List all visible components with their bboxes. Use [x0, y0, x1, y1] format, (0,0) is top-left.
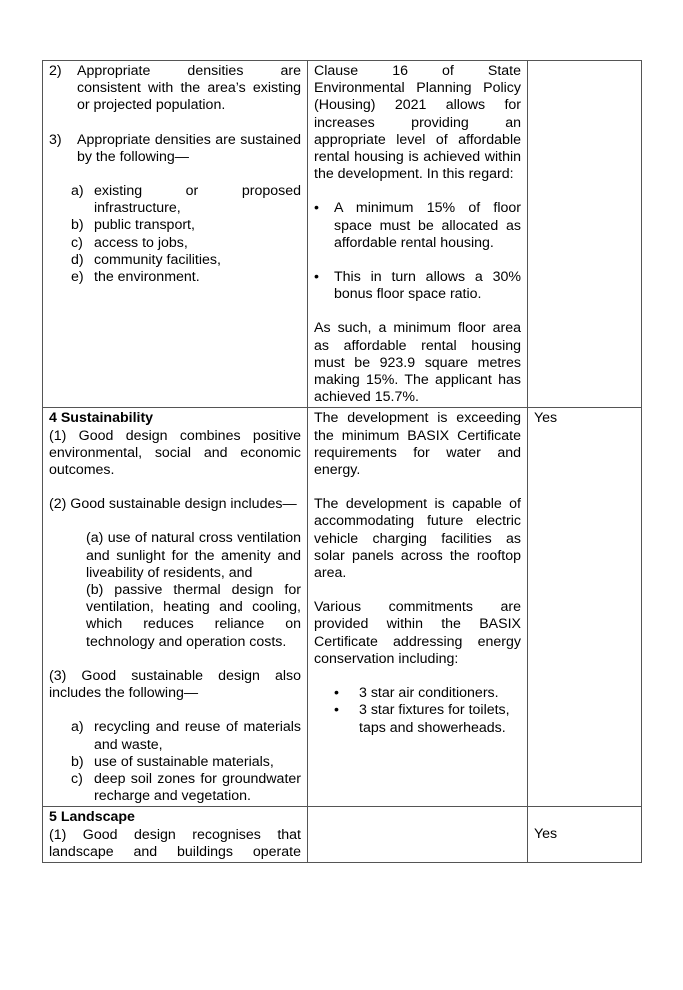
sustainability-p2: (2) Good sustainable design includes— [49, 496, 297, 513]
basix-commitments: Various commitments are provided within the BASIX Certificate addressing energy conservation including: [314, 599, 521, 667]
subitem-e-text: the environment. [94, 269, 200, 286]
bullet-icon: • [314, 269, 319, 286]
subitem-c-label: c) [71, 234, 83, 251]
subitem-e [71, 269, 301, 286]
row2-comment-cell [308, 408, 528, 807]
assessment-table [42, 60, 642, 863]
ev-charging: The development is capable of accommodating future electric vehicle charging facilities as solar panels across the rooftop area. [314, 496, 521, 582]
bullet-icon: • [334, 685, 339, 702]
subitem-b [71, 217, 301, 234]
table-row-landscape [43, 807, 642, 863]
row3-comment-cell [308, 807, 528, 863]
subitem-e-label: e) [71, 269, 84, 286]
bullet-floor-space [314, 200, 521, 252]
section-heading-landscape: 5 Landscape [49, 809, 135, 826]
row1-criteria-cell [43, 61, 308, 408]
row3-compliance-cell: Yes [528, 807, 642, 863]
sustainability-p3: (3) Good sustainable design also includes the following— [49, 667, 301, 702]
item-3 [49, 132, 301, 166]
sustainability-subitem-a-text: recycling and reuse of materials and waste, [94, 719, 301, 753]
row3-criteria-cell [43, 807, 308, 863]
subitem-c [71, 235, 301, 252]
subitem-d-label: d) [71, 251, 84, 268]
item-3-number: 3) [49, 131, 62, 148]
bullet-fixtures-text: 3 star fixtures for toilets, taps and showerheads. [359, 702, 510, 736]
sustainability-subitem-c [71, 771, 301, 805]
row2-compliance-cell: Yes [528, 408, 642, 807]
subitem-a-text: existing or proposed infrastructure, [94, 183, 301, 217]
bullet-floor-space-text: A minimum 15% of floor space must be allocated as affordable rental housing. [334, 200, 521, 251]
table-row-sustainability [43, 408, 642, 807]
row1-comment-cell [308, 61, 528, 408]
sustainability-item-b: (b) passive thermal design for ventilation, heating and cooling, which reduces reliance on technology and operation costs. [86, 582, 301, 650]
sustainability-subitem-b-label: b) [71, 753, 84, 770]
bullet-bonus-fsr-text: This in turn allows a 30% bonus floor space ratio. [334, 269, 521, 303]
sustainability-subitem-b [71, 754, 301, 771]
bullet-bonus-fsr [314, 269, 521, 303]
item-2 [49, 63, 301, 115]
basix-exceeding: The development is exceeding the minimum BASIX Certificate requirements for water and energy. [314, 410, 521, 479]
sustainability-subitem-c-label: c) [71, 770, 83, 787]
sustainability-subitem-c-text: deep soil zones for groundwater recharge and vegetation. [94, 770, 301, 805]
sustainability-subitem-a [71, 719, 301, 753]
subitem-b-label: b) [71, 217, 84, 234]
subitem-b-text: public transport, [94, 217, 195, 234]
table-row-density [43, 61, 642, 408]
sustainability-item-a: (a) use of natural cross ventilation and sunlight for the amenity and liveability of residents, and [86, 530, 301, 581]
subitem-d [71, 252, 301, 269]
bullet-air-conditioners-text: 3 star air conditioners. [359, 685, 499, 702]
item-2-number: 2) [49, 63, 62, 79]
sustainability-subitem-b-text: use of sustainable materials, [94, 753, 274, 770]
bullet-air-conditioners [334, 685, 521, 702]
clause-16-intro: Clause 16 of State Environmental Planning Policy (Housing) 2021 allows for increases providing an appropriate level of affordable rental housing is achieved within the development. In this regard: [314, 63, 521, 183]
landscape-p1: (1) Good design recognises that landscape and buildings operate [49, 826, 301, 860]
subitem-c-text: access to jobs, [94, 234, 188, 251]
bullet-icon: • [314, 200, 319, 217]
subitem-a [71, 183, 301, 217]
sustainability-p1: (1) Good design combines positive environmental, social and economic outcomes. [49, 427, 301, 479]
item-2-text: Appropriate densities are consistent with the area’s existing or projected population. [77, 63, 301, 114]
subitem-d-text: community facilities, [94, 251, 221, 268]
row1-compliance-cell [528, 61, 642, 408]
row2-criteria-cell [43, 408, 308, 807]
section-heading-sustainability: 4 Sustainability [49, 410, 154, 427]
sustainability-subitem-a-label: a) [71, 719, 84, 736]
bullet-fixtures [334, 702, 521, 736]
item-3-text: Appropriate densities are sustained by the following— [77, 131, 301, 165]
affordable-housing-conclusion: As such, a minimum floor area as affordable rental housing must be 923.9 square metres making 15%. The applicant has achieved 15.7%. [314, 320, 521, 406]
bullet-icon: • [334, 702, 339, 719]
subitem-a-label: a) [71, 183, 84, 200]
